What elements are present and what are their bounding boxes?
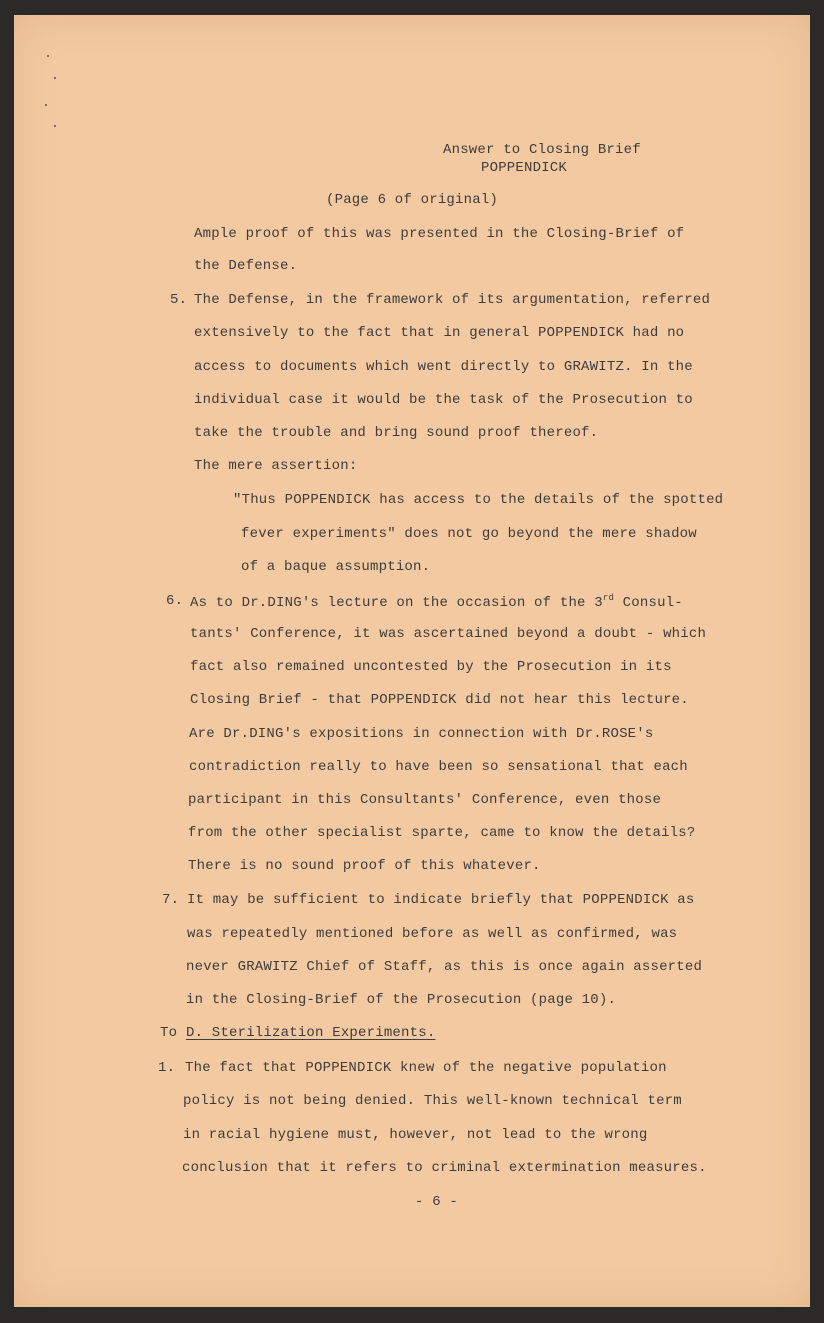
paragraph-line: from the other specialist sparte, came to know the details? xyxy=(188,825,696,841)
header-title: Answer to Closing Brief xyxy=(443,142,641,158)
paragraph-line: Closing Brief - that POPPENDICK did not hear this lecture. xyxy=(190,692,689,708)
document-page xyxy=(14,15,810,1307)
paragraph-line: The Defense, in the framework of its argumentation, referred xyxy=(194,292,711,308)
paragraph-line: The mere assertion: xyxy=(194,458,358,474)
quote-line: of a baque assumption. xyxy=(241,559,431,575)
paragraph-line: never GRAWITZ Chief of Staff, as this is once again asserted xyxy=(186,959,703,975)
paragraph-line: in the Closing-Brief of the Prosecution (page 10). xyxy=(186,992,617,1008)
intro-line: Ample proof of this was presented in the Closing-Brief of xyxy=(194,226,685,242)
paragraph-line: The fact that POPPENDICK knew of the negative population xyxy=(185,1060,667,1076)
paragraph-line: contradiction really to have been so sensational that each xyxy=(189,759,688,775)
page-number: - 6 - xyxy=(415,1194,459,1210)
paragraph-line-part: As to Dr.DING's lecture on the occasion of the 3 xyxy=(190,595,603,611)
quote-line: fever experiments" does not go beyond the mere shadow xyxy=(241,526,697,542)
paragraph-line xyxy=(190,593,683,611)
paragraph-line: tants' Conference, it was ascertained beyond a doubt - which xyxy=(190,626,707,642)
paragraph-line: Are Dr.DING's expositions in connection with Dr.ROSE's xyxy=(189,726,654,742)
paragraph-line: access to documents which went directly to GRAWITZ. In the xyxy=(194,359,693,375)
paragraph-line-part: Consul- xyxy=(614,595,683,611)
paper-speck xyxy=(54,77,56,79)
paragraph-number: 1. xyxy=(158,1060,176,1076)
paper-speck xyxy=(54,125,56,127)
header-defendant: POPPENDICK xyxy=(481,160,568,176)
paragraph-line: extensively to the fact that in general POPPENDICK had no xyxy=(194,325,685,341)
paragraph-number: 7. xyxy=(162,892,180,908)
paragraph-line: individual case it would be the task of the Prosecution to xyxy=(194,392,693,408)
quote-line: "Thus POPPENDICK has access to the details of the spotted xyxy=(233,492,724,508)
section-prefix: To xyxy=(160,1025,178,1041)
section-heading: D. Sterilization Experiments. xyxy=(186,1025,436,1041)
paper-speck xyxy=(45,104,47,106)
paragraph-line: fact also remained uncontested by the Prosecution in its xyxy=(190,659,672,675)
paragraph-line: It may be sufficient to indicate briefly that POPPENDICK as xyxy=(187,892,695,908)
intro-line: the Defense. xyxy=(194,258,298,274)
paragraph-line: conclusion that it refers to criminal extermination measures. xyxy=(182,1160,707,1176)
paragraph-line: participant in this Consultants' Conference, even those xyxy=(188,792,662,808)
paper-speck xyxy=(47,55,49,57)
paragraph-line: There is no sound proof of this whatever. xyxy=(188,858,541,874)
paragraph-number: 6. xyxy=(166,593,184,609)
paragraph-line: was repeatedly mentioned before as well as confirmed, was xyxy=(187,926,678,942)
ordinal-superscript: rd xyxy=(602,593,615,603)
page-reference: (Page 6 of original) xyxy=(326,192,499,208)
paragraph-line: take the trouble and bring sound proof thereof. xyxy=(194,425,599,441)
paragraph-line: policy is not being denied. This well-known technical term xyxy=(183,1093,682,1109)
paragraph-number: 5. xyxy=(170,292,188,308)
paragraph-line: in racial hygiene must, however, not lead to the wrong xyxy=(183,1127,648,1143)
